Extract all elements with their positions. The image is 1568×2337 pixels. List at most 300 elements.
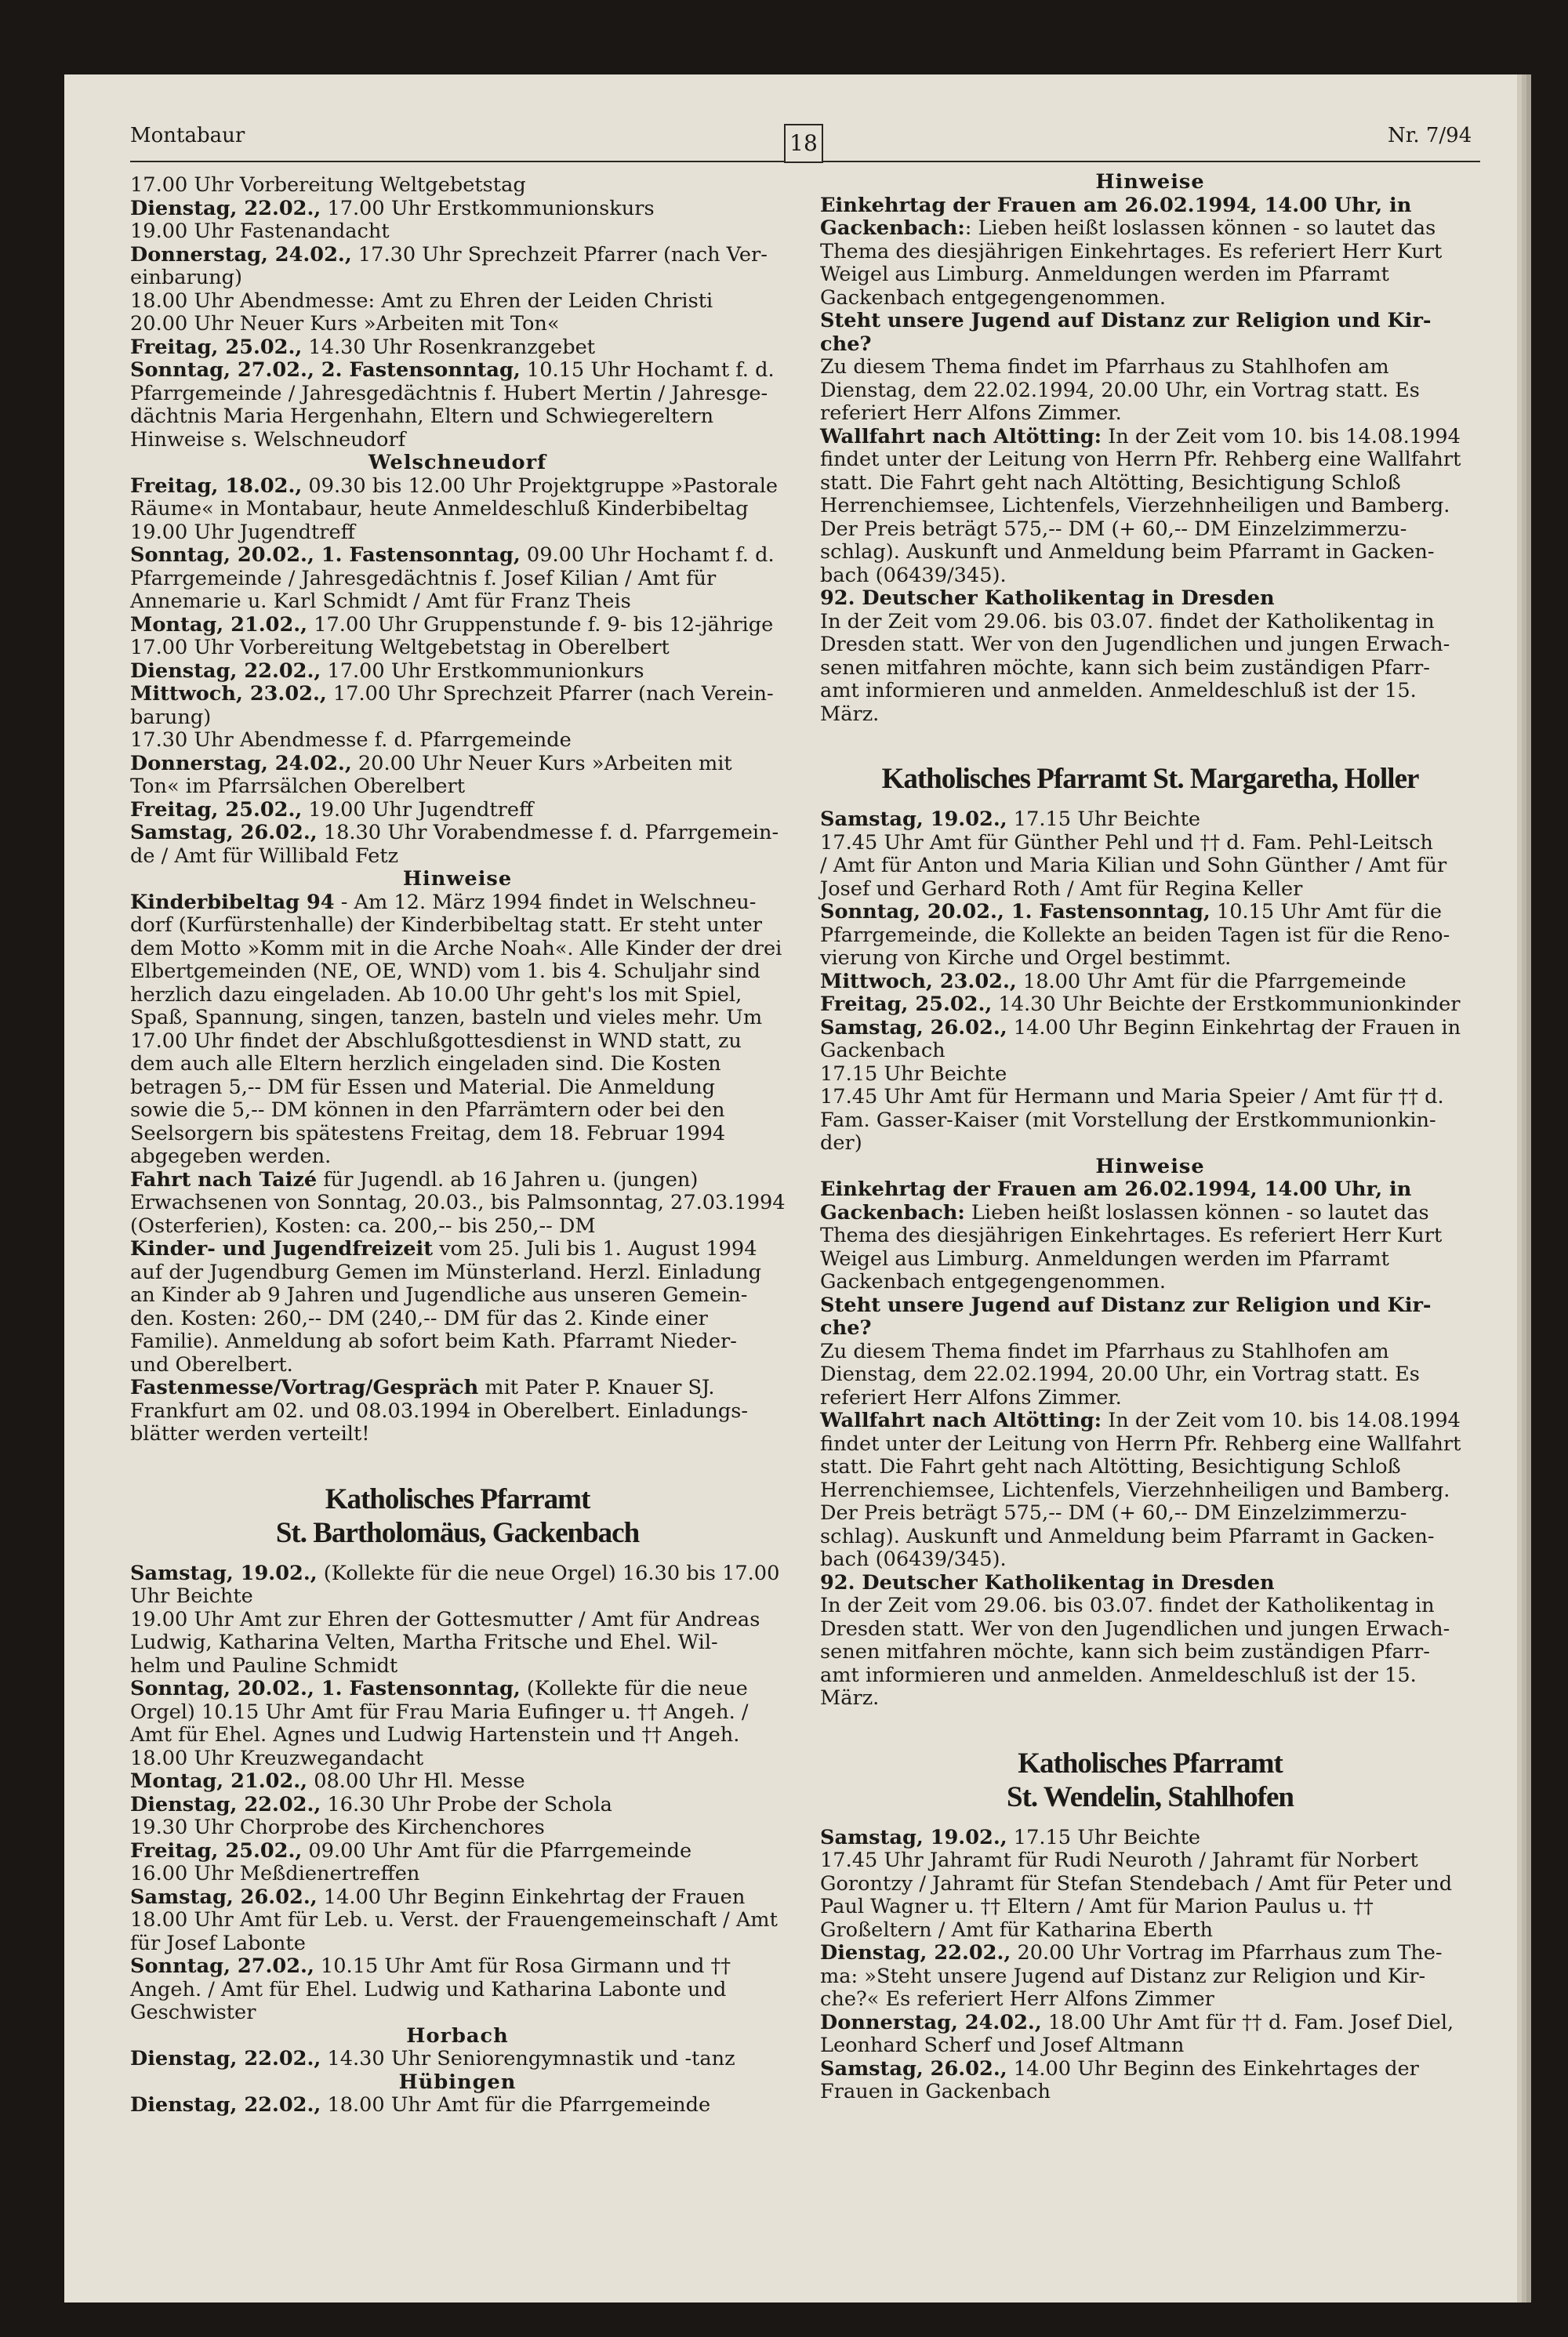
line-text: 20.00 Uhr Neuer Kurs »Arbeiten mit Ton«	[130, 312, 560, 336]
section-subheading: Hinweise	[1095, 1154, 1205, 1178]
line-text: für Josef Labonte	[130, 1931, 306, 1955]
bold-date: Freitag, 25.02.,	[130, 335, 303, 359]
line-text: dem auch alle Eltern herzlich eingeladen sind. Die Kosten	[130, 1052, 721, 1076]
bold-date: Dienstag, 22.02.,	[130, 659, 321, 683]
line-text: Gackenbach entgegengenommen.	[820, 285, 1166, 310]
line-text: senen mitfahren möchte, kann sich beim zuständigen Pfarr-	[820, 655, 1430, 680]
line-text: abgegeben werden.	[130, 1145, 332, 1168]
text-line	[820, 518, 1480, 542]
line-text: findet unter der Leitung von Herrn Pfr. Rehberg eine Wallfahrt	[820, 448, 1461, 471]
line-text: Hinweise s. Welschneudorf	[130, 427, 406, 452]
line-text: 14.30 Uhr Rosenkranzgebet	[302, 335, 596, 359]
bold-date: Samstag, 19.02.,	[130, 1561, 318, 1585]
text-line	[130, 960, 785, 984]
text-line	[130, 706, 785, 730]
text-line	[130, 799, 785, 822]
line-text: Ton« im Pfarrsälchen Oberelbert	[130, 775, 466, 798]
text-line	[820, 1132, 1480, 1156]
text-line	[820, 1363, 1480, 1387]
text-line	[820, 241, 1480, 264]
line-text: Gackenbach	[820, 1039, 946, 1062]
text-line	[130, 1747, 785, 1771]
text-line	[820, 1965, 1480, 1989]
text-line	[820, 495, 1480, 518]
line-text: ma: »Steht unsere Jugend auf Distanz zur Religion und Kir-	[820, 1964, 1426, 1988]
text-line	[130, 1099, 785, 1123]
line-text: 10.15 Uhr Hochamt f. d.	[520, 358, 775, 382]
text-line	[820, 1479, 1480, 1503]
text-line	[130, 244, 785, 267]
text-line	[130, 590, 785, 614]
text-line	[130, 891, 785, 915]
bold-date: Dienstag, 22.02.,	[130, 196, 321, 220]
text-line	[130, 1192, 785, 1215]
line-text: Fam. Gasser-Kaiser (mit Vorstellung der Erstkommunionkin-	[820, 1108, 1436, 1132]
line-text: 17.30 Uhr Abendmesse f. d. Pfarrgemeinde	[130, 728, 572, 752]
text-line	[820, 1687, 1480, 1711]
line-text: dorf (Kurfürstenhalle) der Kinderbibeltag statt. Er steht unter	[130, 913, 762, 937]
line-text: 10.15 Uhr Amt für die	[1210, 900, 1442, 924]
line-text: Orgel) 10.15 Uhr Amt für Frau Maria Eufinger u. †† Angeh. /	[130, 1700, 749, 1724]
bold-date: Steht unsere Jugend auf Distanz zur Religion und Kir-	[820, 309, 1432, 332]
text-line	[130, 729, 785, 753]
line-text: 17.30 Uhr Sprechzeit Pfarrer (nach Ver-	[351, 242, 768, 267]
bold-date: Freitag, 25.02.,	[820, 992, 993, 1016]
text-line	[820, 287, 1480, 310]
line-text: In der Zeit vom 10. bis 14.08.1994	[1102, 1409, 1461, 1432]
text-line	[820, 1248, 1480, 1272]
text-line	[820, 924, 1480, 948]
bold-date: Donnerstag, 24.02.,	[130, 751, 352, 775]
line-text: 10.15 Uhr Amt für Rosa Girmann und ††	[314, 1954, 731, 1978]
text-line	[820, 2034, 1480, 2058]
line-text: 14.30 Uhr Seniorengymnastik und -tanz	[321, 2047, 735, 2070]
section-gap	[820, 1814, 1480, 1827]
text-line	[130, 1169, 785, 1192]
text-line	[130, 1979, 785, 2002]
line-text: sowie die 5,-- DM können in den Pfarrämtern oder bei den	[130, 1098, 725, 1122]
text-line	[820, 263, 1480, 287]
line-text: Herrenchiemsee, Lichtenfels, Vierzehnheiligen und Bamberg.	[820, 1478, 1450, 1502]
text-line	[820, 1040, 1480, 1063]
text-line	[130, 1609, 785, 1632]
text-line	[820, 1896, 1480, 1919]
text-line	[820, 1919, 1480, 1943]
bold-date: Samstag, 26.02.,	[820, 2056, 1007, 2081]
line-text: Räume« in Montabaur, heute Anmeldeschluß Kinderbibeltag	[130, 497, 749, 521]
line-text: 19.00 Uhr Amt zur Ehren der Gottesmutter / Amt für Andreas	[130, 1607, 760, 1631]
text-line	[820, 1827, 1480, 1850]
line-text: 08.00 Uhr Hl. Messe	[307, 1769, 525, 1793]
text-line	[130, 568, 785, 591]
line-text: senen mitfahren möchte, kann sich beim zuständigen Pfarr-	[820, 1640, 1430, 1664]
parish-heading: Katholisches Pfarramt	[325, 1482, 590, 1515]
text-line	[820, 426, 1480, 449]
line-text: Spaß, Spannung, singen, tanzen, basteln und vieles mehr. Um	[130, 1006, 763, 1029]
text-line	[130, 660, 785, 684]
text-line	[820, 217, 1480, 241]
line-text: : Lieben heißt loslassen können - so lautet das	[964, 216, 1436, 240]
text-line	[130, 1076, 785, 1100]
bold-date: Donnerstag, 24.02.,	[130, 242, 352, 267]
line-text: Thema des diesjährigen Einkehrtages. Es referiert Herr Kurt	[820, 1224, 1443, 1247]
line-text: schlag). Auskunft und Anmeldung beim Pfarramt in Gacken-	[820, 540, 1435, 564]
bold-date: Montag, 21.02.,	[130, 1769, 308, 1793]
text-line	[130, 1840, 785, 1863]
text-line	[130, 1932, 785, 1956]
line-text: Herrenchiemsee, Lichtenfels, Vierzehnheiligen und Bamberg.	[820, 494, 1450, 517]
text-line	[820, 1086, 1480, 1109]
text-line	[130, 1284, 785, 1308]
bold-date: Dienstag, 22.02.,	[130, 1792, 321, 1816]
line-text: 09.00 Uhr Amt für die Pfarrgemeinde	[302, 1838, 692, 1863]
line-text: 17.00 Uhr Gruppenstunde f. 9- bis 12-jährige	[307, 612, 774, 637]
line-text: Amt für Ehel. Agnes und Ludwig Hartenstein und †† Angeh.	[130, 1723, 740, 1747]
text-line	[130, 498, 785, 521]
left-column	[130, 174, 785, 2117]
line-text: Frauen in Gackenbach	[820, 2080, 1051, 2103]
text-line	[130, 1562, 785, 1586]
line-text: 20.00 Uhr Vortrag im Pfarrhaus zum The-	[1011, 1941, 1443, 1965]
text-line	[820, 1387, 1480, 1410]
text-line	[130, 1678, 785, 1701]
text-line	[130, 198, 785, 221]
text-line	[820, 1178, 1480, 1202]
line-text: 18.00 Uhr Amt für die Pfarrgemeinde	[321, 2093, 711, 2117]
text-line	[130, 1330, 785, 1354]
line-text: Frankfurt am 02. und 08.03.1994 in Oberelbert. Einladungs-	[130, 1399, 749, 1423]
line-text: bach (06439/345).	[820, 1548, 1007, 1571]
bold-date: Sonntag, 20.02., 1. Fastensonntag,	[130, 543, 521, 567]
section-subheading: Hinweise	[1095, 170, 1205, 194]
line-text: Gorontzy / Jahramt für Stefan Stendebach / Amt für Peter und	[820, 1871, 1453, 1896]
text-line	[130, 1308, 785, 1331]
line-text: bach (06439/345).	[820, 563, 1007, 587]
text-line	[130, 267, 785, 290]
text-line	[130, 290, 785, 314]
line-text: vierung von Kirche und Orgel bestimmt.	[820, 946, 1232, 970]
text-line	[820, 2012, 1480, 2035]
line-text: Erwachsenen von Sonntag, 20.03., bis Palmsonntag, 27.03.1994	[130, 1191, 786, 1214]
line-text: In der Zeit vom 29.06. bis 03.07. findet der Katholikentag in	[820, 609, 1435, 633]
section-subheading: Hübingen	[398, 2070, 517, 2094]
text-line	[820, 1988, 1480, 2012]
bold-date: Freitag, 18.02.,	[130, 474, 303, 498]
line-text: 19.30 Uhr Chorprobe des Kirchenchores	[130, 1816, 545, 1839]
text-line	[130, 1423, 785, 1446]
bold-date: Wallfahrt nach Altötting:	[820, 424, 1102, 448]
bold-date: Sonntag, 27.02.,	[130, 1954, 314, 1978]
line-text: 14.00 Uhr Beginn des Einkehrtages der	[1007, 2056, 1419, 2081]
line-text: 14.30 Uhr Beichte der Erstkommunionkinder	[992, 992, 1461, 1016]
bold-date: Sonntag, 27.02., 2. Fastensonntag,	[130, 358, 521, 382]
line-text: Josef und Gerhard Roth / Amt für Regina Keller	[820, 876, 1303, 901]
text-line	[820, 1502, 1480, 1526]
line-text: Paul Wagner u. †† Eltern / Amt für Marion Paulus u. ††	[820, 1895, 1374, 1918]
section-gap	[820, 726, 1480, 762]
bold-date: Donnerstag, 24.02.,	[820, 2010, 1042, 2034]
line-text: Weigel aus Limburg. Anmeldungen werden im Pfarramt	[820, 1247, 1389, 1271]
line-text: Dienstag, dem 22.02.1994, 20.00 Uhr, ein Vortrag statt. Es	[820, 1363, 1420, 1386]
text-line	[130, 220, 785, 244]
line-text: barung)	[130, 705, 212, 729]
line-text: Seelsorgern bis spätestens Freitag, dem 18. Februar 1994	[130, 1121, 726, 1145]
line-text: einbarung)	[130, 266, 243, 289]
line-text: Pfarrgemeinde / Jahresgedächtnis f. Josef Kilian / Amt für	[130, 566, 717, 590]
text-line	[130, 2001, 785, 2025]
text-line	[820, 333, 1480, 357]
text-line	[820, 356, 1480, 379]
line-text: Zu diesem Thema findet im Pfarrhaus zu Stahlhofen am	[820, 355, 1389, 379]
text-line	[130, 614, 785, 637]
line-text: blätter werden verteilt!	[130, 1422, 370, 1446]
line-text: referiert Herr Alfons Zimmer.	[820, 401, 1122, 425]
line-text: Zu diesem Thema findet im Pfarrhaus zu Stahlhofen am	[820, 1339, 1389, 1363]
bold-date: Dienstag, 22.02.,	[130, 2093, 321, 2117]
text-line	[820, 1595, 1480, 1618]
text-line	[130, 475, 785, 499]
line-text: dächtnis Maria Hergenhahn, Eltern und Schwiegereltern	[130, 405, 714, 428]
bold-date: Steht unsere Jugend auf Distanz zur Religion und Kir-	[820, 1293, 1432, 1317]
bold-date: Einkehrtag der Frauen am 26.02.1994, 14.00 Uhr, in	[820, 193, 1412, 217]
text-line	[820, 1109, 1480, 1133]
bold-date: Einkehrtag der Frauen am 26.02.1994, 14.00 Uhr, in	[820, 1178, 1412, 1201]
line-text: Dienstag, dem 22.02.1994, 20.00 Uhr, ein Vortrag statt. Es	[820, 378, 1420, 402]
line-text: 17.00 Uhr Erstkommunionskurs	[321, 196, 655, 220]
line-text: Annemarie u. Karl Schmidt / Amt für Franz Theis	[130, 590, 631, 613]
line-text: Pfarrgemeinde, die Kollekte an beiden Tagen ist für die Reno-	[820, 923, 1450, 947]
text-line	[130, 683, 785, 706]
line-text: 16.00 Uhr Meßdienertreffen	[130, 1862, 420, 1885]
line-text: Dresden statt. Wer von den Jugendlichen und jungen Erwach-	[820, 633, 1450, 656]
text-line	[820, 541, 1480, 564]
line-text: und Oberelbert.	[130, 1352, 293, 1377]
text-line	[130, 2048, 785, 2071]
bold-date: Samstag, 26.02.,	[130, 821, 318, 844]
text-line	[820, 1410, 1480, 1433]
line-text: Ludwig, Katharina Velten, Martha Fritsche und Ehel. Wil-	[130, 1631, 718, 1654]
line-text: 17.15 Uhr Beichte	[820, 1061, 1007, 1086]
text-line	[130, 1724, 785, 1747]
header-issue: Nr. 7/94	[1388, 124, 1472, 147]
text-line	[130, 753, 785, 776]
line-text: Elbertgemeinden (NE, OE, WND) vom 1. bis 4. Schuljahr sind	[130, 960, 760, 983]
line-text: Thema des diesjährigen Einkehrtages. Es referiert Herr Kurt	[820, 239, 1443, 263]
text-line	[130, 938, 785, 961]
text-line	[130, 1816, 785, 1840]
line-text: amt informieren und anmelden. Anmeldeschluß ist der 15.	[820, 679, 1417, 702]
section-subheading: Welschneudorf	[368, 451, 547, 474]
line-text: für Jugendl. ab 16 Jahren u. (jungen)	[317, 1167, 699, 1192]
line-text: / Amt für Anton und Maria Kilian und Sohn Günther / Amt für	[820, 854, 1447, 877]
text-line	[130, 1261, 785, 1285]
bold-date: Freitag, 25.02.,	[130, 1838, 303, 1863]
line-text: 16.30 Uhr Probe der Schola	[321, 1792, 612, 1816]
text-line	[130, 845, 785, 869]
line-text: Der Preis beträgt 575,-- DM (+ 60,-- DM Einzelzimmerzu-	[820, 1501, 1407, 1525]
bold-date: Montag, 21.02.,	[130, 612, 308, 637]
text-line	[130, 1354, 785, 1377]
line-text: (Kollekte für die neue Orgel) 16.30 bis 17.00	[317, 1561, 780, 1585]
line-text: Lieben heißt loslassen können - so lautet das	[964, 1200, 1429, 1225]
parish-heading: Katholisches Pfarramt St. Margaretha, Holler	[881, 763, 1419, 795]
header-rule-left	[130, 161, 784, 162]
text-line	[820, 901, 1480, 924]
text-line	[820, 587, 1480, 611]
line-text: statt. Die Fahrt geht nach Altötting, Besichtigung Schloß	[820, 1455, 1401, 1479]
line-text: referiert Herr Alfons Zimmer.	[820, 1385, 1122, 1410]
bold-date: Samstag, 19.02.,	[820, 1825, 1007, 1849]
parish-heading: St. Bartholomäus, Gackenbach	[275, 1516, 640, 1549]
text-line	[820, 1225, 1480, 1248]
text-line	[130, 1123, 785, 1146]
bold-date: Kinder- und Jugendfreizeit	[130, 1237, 434, 1261]
line-text: 17.00 Uhr Vorbereitung Weltgebetstag in Oberelbert	[130, 636, 670, 659]
text-line	[820, 878, 1480, 902]
line-text: den. Kosten: 260,-- DM (240,-- DM für das 2. Kinde einer	[130, 1306, 708, 1330]
line-text: 19.00 Uhr Jugendtreff	[302, 797, 534, 822]
line-text: 17.00 Uhr Vorbereitung Weltgebetstag	[130, 173, 526, 197]
section-gap	[820, 796, 1480, 808]
text-line	[130, 544, 785, 568]
text-line	[130, 1909, 785, 1932]
text-line	[820, 1548, 1480, 1572]
text-line	[130, 1007, 785, 1030]
line-text: In der Zeit vom 10. bis 14.08.1994	[1102, 424, 1461, 448]
parish-heading: St. Wendelin, Stahlhofen	[1007, 1780, 1294, 1813]
text-line	[130, 1377, 785, 1400]
bold-date: Samstag, 26.02.,	[130, 1885, 318, 1909]
text-line	[130, 1400, 785, 1424]
line-text: 09.30 bis 12.00 Uhr Projektgruppe »Pastorale	[302, 474, 779, 498]
bold-date: Samstag, 26.02.,	[820, 1015, 1007, 1040]
text-line	[820, 310, 1480, 333]
text-line	[820, 564, 1480, 588]
line-text: März.	[820, 1686, 880, 1710]
text-line	[130, 313, 785, 336]
section-gap	[820, 1711, 1480, 1747]
text-line	[130, 1053, 785, 1076]
text-line	[820, 1942, 1480, 1965]
line-text: 18.30 Uhr Vorabendmesse f. d. Pfarrgemein-	[317, 821, 779, 844]
line-text: 17.00 Uhr Sprechzeit Pfarrer (nach Verein-	[326, 682, 774, 706]
line-text: 18.00 Uhr Amt für die Pfarrgemeinde	[1016, 969, 1406, 993]
bold-date: Dienstag, 22.02.,	[130, 2047, 321, 2070]
section-subheading: Horbach	[406, 2023, 509, 2048]
line-text: (Osterferien), Kosten: ca. 200,-- bis 250,-- DM	[130, 1214, 596, 1238]
line-text: statt. Die Fahrt geht nach Altötting, Besichtigung Schloß	[820, 470, 1401, 495]
text-line	[130, 914, 785, 938]
line-text: - Am 12. März 1994 findet in Welschneu-	[334, 890, 757, 914]
text-line	[820, 993, 1480, 1017]
text-line	[820, 947, 1480, 971]
text-line	[820, 1572, 1480, 1595]
line-text: findet unter der Leitung von Herrn Pfr. Rehberg eine Wallfahrt	[820, 1432, 1461, 1456]
text-line	[130, 1238, 785, 1261]
line-text: helm und Pauline Schmidt	[130, 1653, 398, 1678]
line-text: che?« Es referiert Herr Alfons Zimmer	[820, 1987, 1214, 2011]
line-text: 19.00 Uhr Jugendtreff	[130, 520, 355, 544]
line-text: 17.00 Uhr Erstkommunionkurs	[321, 659, 644, 683]
line-text: 17.15 Uhr Beichte	[1007, 1825, 1201, 1849]
bold-date: Kinderbibeltag 94	[130, 890, 335, 914]
section-gap	[130, 1446, 785, 1482]
line-text: 17.45 Uhr Amt für Günther Pehl und †† d. Fam. Pehl-Leitsch	[820, 830, 1433, 855]
bold-date: Gackenbach:	[820, 216, 965, 240]
text-line	[820, 1618, 1480, 1642]
line-text: herzlich dazu eingeladen. Ab 10.00 Uhr geht's los mit Spiel,	[130, 982, 742, 1007]
text-line	[130, 1145, 785, 1169]
line-text: Leonhard Scherf und Josef Altmann	[820, 2034, 1185, 2057]
line-text: Angeh. / Amt für Ehel. Ludwig und Katharina Labonte und	[130, 1977, 727, 2001]
line-text: Uhr Beichte	[130, 1584, 253, 1608]
text-line	[820, 657, 1480, 680]
text-line	[820, 194, 1480, 218]
text-line	[820, 680, 1480, 703]
bold-date: Gackenbach:	[820, 1200, 965, 1225]
text-line	[130, 429, 785, 452]
line-text: betragen 5,-- DM für Essen und Material. Die Anmeldung	[130, 1075, 716, 1099]
text-line	[130, 1863, 785, 1886]
text-line	[820, 832, 1480, 855]
bold-date: Samstag, 19.02.,	[820, 807, 1007, 831]
bold-date: Fastenmesse/Vortrag/Gespräch	[130, 1376, 479, 1399]
text-line	[820, 611, 1480, 634]
text-line	[820, 1294, 1480, 1318]
text-line	[820, 2081, 1480, 2104]
line-text: dem Motto »Komm mit in die Arche Noah«. Alle Kinder der drei	[130, 936, 782, 960]
text-line	[130, 775, 785, 799]
text-line	[820, 703, 1480, 727]
text-line	[130, 1886, 785, 1910]
text-line	[820, 1849, 1480, 1873]
line-text: Geschwister	[130, 2001, 256, 2024]
line-text: Gackenbach entgegengenommen.	[820, 1270, 1166, 1294]
text-line	[820, 379, 1480, 403]
line-text: schlag). Auskunft und Anmeldung beim Pfarramt in Gacken-	[820, 1524, 1435, 1548]
text-line	[820, 1456, 1480, 1479]
text-line	[130, 822, 785, 845]
text-line	[820, 1063, 1480, 1087]
line-text: der)	[820, 1131, 862, 1155]
text-line	[820, 1317, 1480, 1341]
section-subheading: Hinweise	[402, 867, 513, 891]
line-text: Der Preis beträgt 575,-- DM (+ 60,-- DM Einzelzimmerzu-	[820, 517, 1407, 541]
text-line	[820, 2058, 1480, 2081]
line-text: an Kinder ab 9 Jahren und Jugendliche aus unseren Gemein-	[130, 1283, 748, 1307]
line-text: auf der Jugendburg Gemen im Münsterland. Herzl. Einladung	[130, 1260, 761, 1284]
bold-date: che?	[820, 332, 872, 356]
text-line	[130, 1701, 785, 1725]
text-line	[820, 1271, 1480, 1294]
right-column	[820, 171, 1480, 2104]
text-line	[130, 1655, 785, 1678]
text-line	[820, 971, 1480, 994]
bold-date: che?	[820, 1316, 872, 1340]
header-town: Montabaur	[130, 124, 245, 147]
text-line	[820, 1526, 1480, 1549]
line-text: 20.00 Uhr Neuer Kurs »Arbeiten mit	[351, 751, 732, 775]
text-line	[820, 1341, 1480, 1364]
header-rule-right	[822, 161, 1480, 162]
text-line	[130, 637, 785, 660]
text-line	[820, 402, 1480, 426]
text-line	[820, 1202, 1480, 1225]
text-line	[130, 2094, 785, 2117]
text-line	[820, 808, 1480, 832]
text-line	[130, 336, 785, 360]
line-text: In der Zeit vom 29.06. bis 03.07. findet der Katholikentag in	[820, 1594, 1435, 1617]
